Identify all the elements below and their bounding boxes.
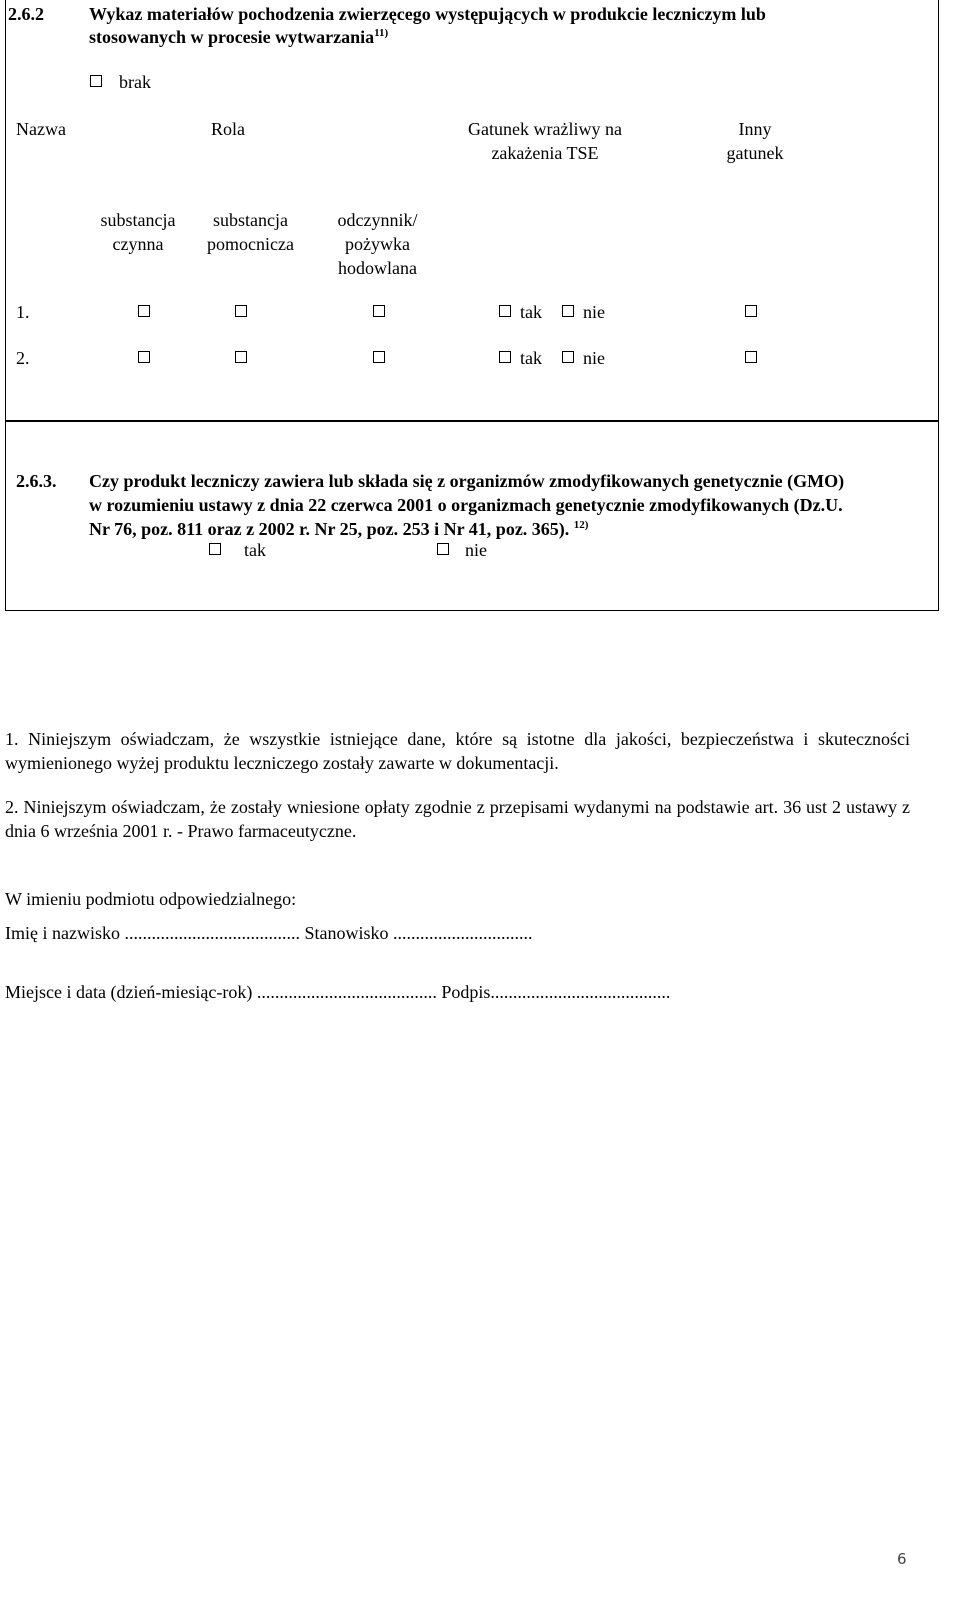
- gmo-yes-label: tak: [244, 540, 266, 560]
- gmo-no-checkbox[interactable]: [437, 543, 449, 555]
- row-1-tse-no-checkbox[interactable]: [562, 305, 574, 317]
- page-number: 6: [897, 1550, 907, 1568]
- row-2-reagent-checkbox[interactable]: [373, 351, 385, 363]
- place-date-signature-line[interactable]: Miejsce i data (dzień-miesiąc-rok) ........................................ Podpis........................................: [5, 982, 671, 1002]
- header-other-line2: gatunek: [726, 143, 784, 163]
- header-other-line1: Inny: [738, 119, 772, 139]
- brak-checkbox[interactable]: [90, 75, 102, 87]
- section-262-title-line1: Wykaz materiałów pochodzenia zwierzęcego występujących w produkcie leczniczym lub: [89, 4, 766, 24]
- row-1-other-checkbox[interactable]: [745, 305, 757, 317]
- row-1-tse-yes-label: tak: [520, 302, 542, 322]
- header-species-line1: Gatunek wrażliwy na: [468, 119, 622, 139]
- row-2-active-checkbox[interactable]: [138, 351, 150, 363]
- section-262-title-line2: stosowanych w procesie wytwarzania$^{11)}$: [89, 27, 389, 47]
- row-2-tse-no-label: nie: [583, 348, 605, 368]
- row-1-tse-no-label: nie: [583, 302, 605, 322]
- header-species: [440, 117, 650, 165]
- name-position-line[interactable]: Imię i nazwisko ....................................... Stanowisko ...............................: [5, 923, 533, 943]
- row-1-excipient-checkbox[interactable]: [235, 305, 247, 317]
- role-active-substance: substancja czynna: [100, 210, 176, 254]
- row-2-tse-yes-label: tak: [520, 348, 542, 368]
- row-2-tse-yes-checkbox[interactable]: [499, 351, 511, 363]
- section-263-line1: Czy produkt leczniczy zawiera lub składa się z organizmów zmodyfikowanych genetycznie (GMO): [89, 471, 845, 491]
- header-other: [715, 117, 795, 165]
- row-1-reagent-checkbox[interactable]: [373, 305, 385, 317]
- gmo-yes-checkbox[interactable]: [209, 543, 221, 555]
- declaration-1: 1. Niniejszym oświadczam, że wszystkie istniejące dane, które są istotne dla jakości, bezpieczeństwa i skuteczności wymienionego wyżej produktu leczniczego zostały zawarte w dokumentacji.: [5, 729, 910, 773]
- declaration-2: 2. Niniejszym oświadczam, że zostały wniesione opłaty zgodnie z przepisami wydanymi na podstawie art. 36 ust 2 ustawy z dnia 6 września 2001 r. - Prawo farmaceutyczne.: [5, 797, 910, 841]
- row-1-tse-yes-checkbox[interactable]: [499, 305, 511, 317]
- role-reagent-medium: odczynnik/ pożywka hodowlana: [337, 210, 418, 278]
- row-1-active-checkbox[interactable]: [138, 305, 150, 317]
- header-species-line2: zakażenia TSE: [491, 143, 599, 163]
- section-263-number: 2.6.3.: [16, 471, 57, 491]
- footnote-11: 11): [374, 27, 389, 39]
- header-role: Rola: [211, 119, 245, 139]
- row-2-excipient-checkbox[interactable]: [235, 351, 247, 363]
- row-2-tse-no-checkbox[interactable]: [562, 351, 574, 363]
- footnote-12: 12): [573, 519, 589, 531]
- gmo-no-label: nie: [465, 540, 487, 560]
- row-1-label: 1.: [16, 302, 30, 322]
- signature-heading: W imieniu podmiotu odpowiedzialnego:: [5, 889, 297, 909]
- row-2-label: 2.: [16, 348, 30, 368]
- row-2-other-checkbox[interactable]: [745, 351, 757, 363]
- section-263-line3: Nr 76, poz. 811 oraz z 2002 r. Nr 25, poz. 253 i Nr 41, poz. 365). $^{12)}$: [89, 519, 589, 539]
- section-263-line2: w rozumieniu ustawy z dnia 22 czerwca 2001 o organizmach genetycznie zmodyfikowanych (Dz.U.: [89, 495, 843, 515]
- section-262-number: 2.6.2: [8, 4, 44, 24]
- brak-label: brak: [119, 72, 151, 92]
- role-excipient: substancja pomocnicza: [207, 210, 294, 254]
- header-name: Nazwa: [16, 119, 66, 139]
